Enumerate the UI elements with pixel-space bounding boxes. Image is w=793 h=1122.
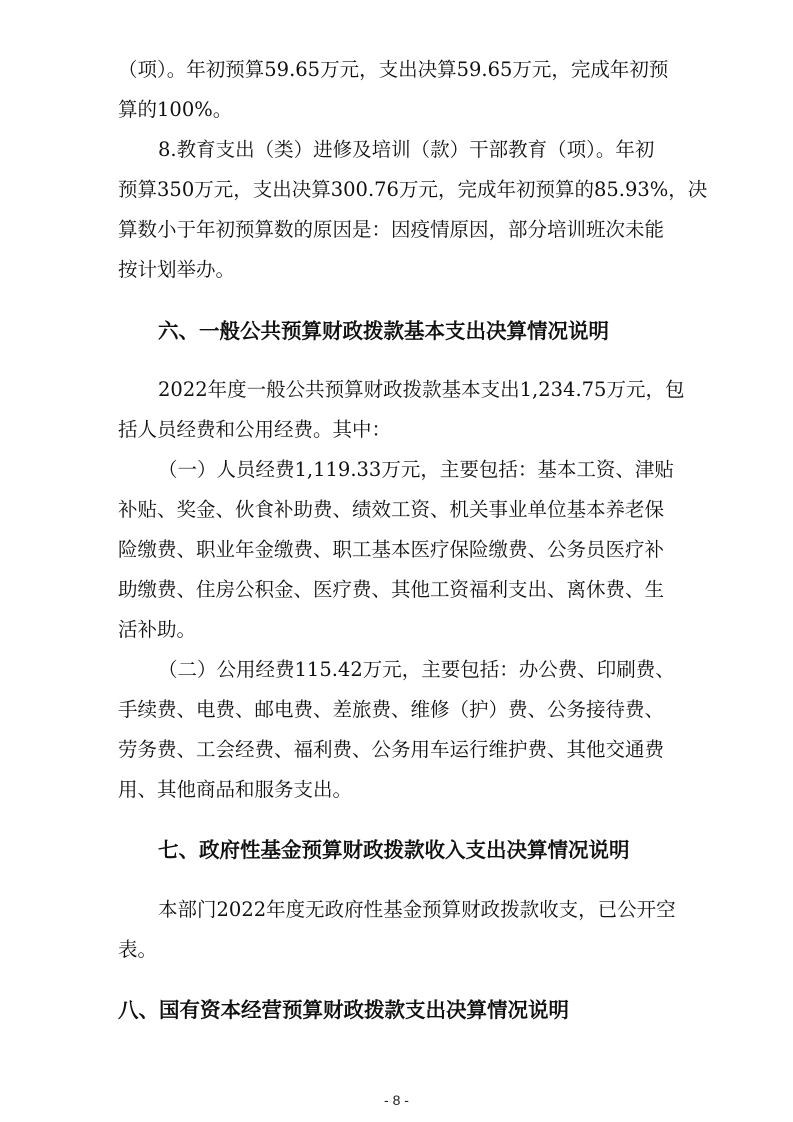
page-number: - 8 -	[384, 1092, 409, 1108]
section-heading-7: 七、政府性基金预算财政拨款收入支出决算情况说明	[158, 838, 630, 862]
paragraph-line: 按计划举办。	[118, 258, 236, 281]
paragraph-line: 2022年度一般公共预算财政拨款基本支出1,234.75万元，包	[158, 378, 685, 401]
paragraph-line: 本部门2022年度无政府性基金预算财政拨款收支，已公开空	[158, 898, 676, 921]
paragraph-line: 劳务费、工会经费、福利费、公务用车运行维护费、其他交通费	[118, 738, 665, 761]
paragraph-line: 8.教育支出（类）进修及培训（款）干部教育（项）。年初	[158, 138, 655, 161]
paragraph-line: （一）人员经费1,119.33万元，主要包括：基本工资、津贴	[158, 458, 674, 481]
paragraph-line: 活补助。	[118, 618, 197, 641]
paragraph-line: 算数小于年初预算数的原因是：因疫情原因，部分培训班次未能	[118, 218, 665, 241]
paragraph-line: 表。	[118, 938, 158, 961]
paragraph-line: 预算350万元，支出决算300.76万元，完成年初预算的85.93%，决	[118, 178, 708, 201]
paragraph-line: 助缴费、住房公积金、医疗费、其他工资福利支出、离休费、生	[118, 578, 665, 601]
paragraph-line: 括人员经费和公用经费。其中：	[118, 418, 392, 441]
paragraph-line: 用、其他商品和服务支出。	[118, 778, 353, 801]
section-heading-8: 八、国有资本经营预算财政拨款支出决算情况说明	[118, 998, 569, 1022]
paragraph-line: 算的100%。	[118, 98, 233, 121]
paragraph-line: 补贴、奖金、伙食补助费、绩效工资、机关事业单位基本养老保	[118, 498, 665, 521]
paragraph-line: （项）。年初预算59.65万元，支出决算59.65万元，完成年初预	[118, 58, 669, 81]
paragraph-line: （二）公用经费115.42万元，主要包括：办公费、印刷费、	[158, 658, 675, 681]
paragraph-line: 险缴费、职业年金缴费、职工基本医疗保险缴费、公务员医疗补	[118, 538, 665, 561]
section-heading-6: 六、一般公共预算财政拨款基本支出决算情况说明	[158, 319, 609, 343]
paragraph-line: 手续费、电费、邮电费、差旅费、维修（护）费、公务接待费、	[118, 698, 665, 721]
